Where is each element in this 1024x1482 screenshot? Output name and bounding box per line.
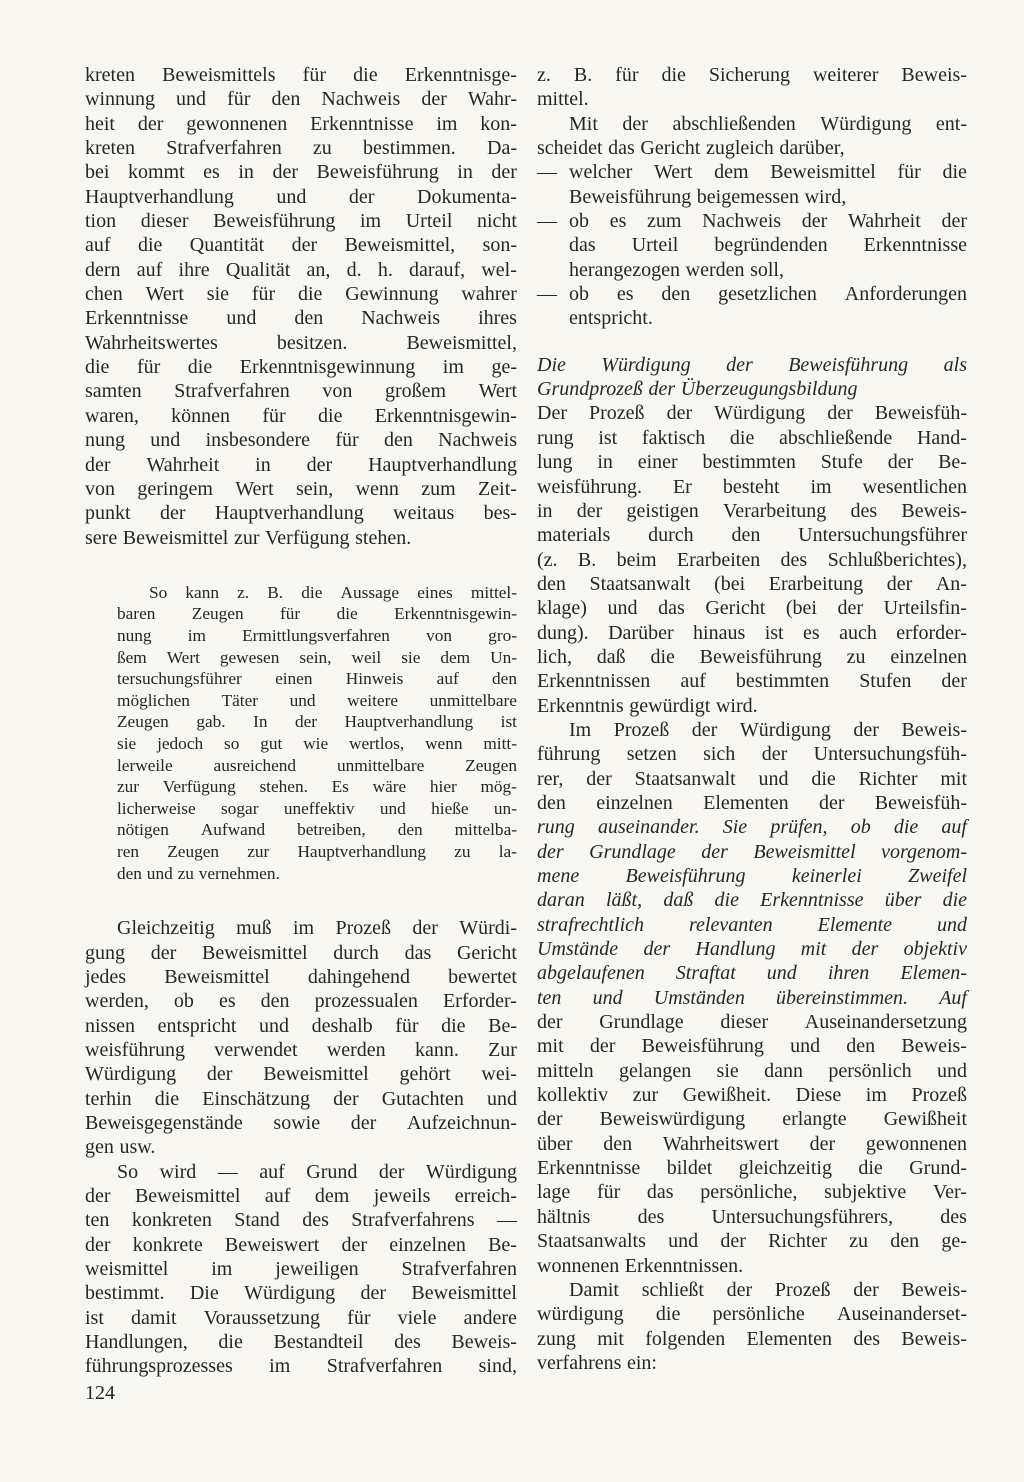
text-line: von geringem Wert sein, wenn zum Zeit- — [85, 477, 517, 500]
text-line: in der geistigen Verarbeitung des Beweis- — [537, 499, 967, 522]
text-line: Beweisgegenstände sowie der Aufzeichnun- — [85, 1111, 517, 1134]
text-line: Erkenntnisse bildet gleichzeitig die Grund- — [537, 1157, 967, 1180]
left-paragraph-1 — [85, 63, 517, 550]
text-line: ten und Umständen übereinstimmen. Auf — [537, 986, 967, 1009]
text-line: sere Beweismittel zur Verfügung stehen. — [85, 526, 412, 549]
text-line: lung in einer bestimmten Stufe der Be- — [537, 451, 967, 474]
text-line: Erkenntnisse und den Nachweis ihres — [85, 307, 517, 330]
left-column — [85, 63, 517, 1379]
text-line: kreten Strafverfahren zu bestimmen. Da- — [85, 137, 517, 160]
text-line: der konkrete Beweiswert der einzelnen Be- — [85, 1233, 517, 1256]
text-line: nung und insbesondere für den Nachweis — [85, 429, 517, 452]
text-line: punkt der Hauptverhandlung weitaus bes- — [85, 502, 517, 525]
text-line: rung auseinander. Sie prüfen, ob die auf — [537, 816, 967, 839]
text-line: Staatsanwalts und der Richter zu den ge- — [537, 1230, 967, 1253]
right-column — [537, 63, 967, 1375]
text-line: der Grundlage dieser Auseinandersetzung — [537, 1011, 967, 1034]
text-line: auf die Quantität der Beweismittel, son- — [85, 234, 517, 257]
text-line: den Staatsanwalt (bei Erarbeitung der An- — [537, 572, 967, 595]
text-line: Damit schließt der Prozeß der Beweis- — [569, 1278, 967, 1301]
text-line: weisführung. Er besteht im wesentlichen — [537, 475, 967, 498]
text-line: jedes Beweismittel dahingehend bewertet — [85, 965, 517, 988]
section-heading — [537, 353, 967, 402]
text-line: Grundprozeß der Überzeugungsbildung — [537, 378, 858, 401]
text-line: Erkenntnissen auf bestimmten Stufen der — [537, 670, 967, 693]
text-line: daran läßt, daß die Erkenntnisse über die — [537, 889, 967, 912]
text-line: rer, der Staatsanwalt und die Richter mit — [537, 767, 967, 790]
text-line: Die Würdigung der Beweisführung als — [537, 353, 967, 376]
text-line: heit der gewonnenen Erkenntnisse im kon- — [85, 112, 517, 135]
text-line: entspricht. — [569, 307, 653, 330]
text-line: lerweile ausreichend unmittelbare Zeugen — [117, 755, 517, 775]
text-line: z. B. für die Sicherung weiterer Beweis- — [537, 64, 967, 86]
text-line: lage für das persönliche, subjektive Ver- — [537, 1181, 967, 1204]
page-number: 124 — [85, 1382, 115, 1404]
left-paragraph-3 — [85, 1160, 517, 1379]
text-line: ten konkreten Stand des Strafverfahrens — — [85, 1209, 517, 1232]
text-line: nissen entspricht und deshalb für die Be- — [85, 1014, 517, 1037]
text-line: mene Beweisführung keinerlei Zweifel — [537, 865, 967, 887]
text-line: ren Zeugen zur Hauptverhandlung zu la- — [117, 842, 517, 861]
right-paragraph-3 — [537, 401, 967, 717]
text-line: winnung und für den Nachweis der Wahr- — [85, 88, 517, 111]
text-line: dern auf ihre Qualität an, d. h. darauf, wel- — [85, 258, 517, 281]
text-line: Hauptverhandlung und der Dokumenta- — [85, 185, 517, 208]
text-line: möglichen Täter und weitere unmittelbare — [117, 690, 517, 710]
text-line: hältnis des Untersuchungsführers, des — [537, 1205, 967, 1228]
text-line: der Beweiswürdigung erlangte Gewißheit — [537, 1108, 967, 1131]
text-line: über den Wahrheitswert der gewonnenen — [537, 1132, 967, 1155]
text-line: Der Prozeß der Würdigung der Beweisfüh- — [537, 402, 967, 425]
list-item — [537, 160, 967, 209]
text-line: weisführung verwendet werden kann. Zur — [85, 1038, 517, 1061]
text-line: zur Verfügung stehen. Es wäre hier mög- — [117, 777, 517, 797]
text-line: der Grundlage der Beweismittel vorgenom- — [537, 840, 967, 863]
text-line: bestimmt. Die Würdigung der Beweismittel — [85, 1282, 517, 1305]
text-line: klage) und das Gericht (bei der Urteilsfin- — [537, 597, 967, 620]
text-line: würdigung die persönliche Auseinanderset- — [537, 1303, 967, 1326]
text-line: licherweise sogar uneffektiv und hieße un- — [117, 798, 517, 818]
text-line: ßem Wert gewesen sein, weil sie dem Un- — [117, 647, 517, 667]
text-line: samten Strafverfahren von großem Wert — [85, 380, 517, 403]
text-line: bei kommt es in der Beweisführung in der — [85, 161, 517, 184]
text-line: ist damit Voraussetzung für viele andere — [85, 1306, 517, 1329]
text-line: baren Zeugen für die Erkenntnisgewin- — [117, 604, 517, 624]
text-line: den und zu vernehmen. — [117, 863, 280, 883]
text-line: kreten Beweismittels für die Erkenntnisge- — [85, 64, 517, 86]
text-line: nung im Ermittlungsverfahren von gro- — [117, 626, 517, 646]
text-line: tion dieser Beweisführung im Urteil nicht — [85, 210, 517, 233]
text-line: terhin die Einschätzung der Gutachten und — [85, 1087, 517, 1110]
text-line: So wird — auf Grund der Würdigung — [117, 1160, 517, 1183]
list-item — [537, 282, 967, 331]
text-line: lich, daß die Beweisführung zu einzelnen — [537, 645, 967, 668]
text-line: führung setzen sich der Untersuchungsfüh- — [537, 743, 967, 766]
text-line: herangezogen werden soll, — [569, 258, 784, 281]
text-line: scheidet das Gericht zugleich darüber, — [537, 137, 845, 160]
text-line: verfahrens ein: — [537, 1351, 657, 1374]
text-line: mittel. — [537, 88, 589, 111]
text-line: gen usw. — [85, 1136, 156, 1159]
text-line: materials durch den Untersuchungsführer — [537, 524, 967, 547]
text-line: Erkenntnis gewürdigt wird. — [537, 694, 758, 717]
right-paragraph-1 — [537, 63, 967, 112]
text-line: der Beweismittel auf dem jeweils erreich- — [85, 1184, 517, 1207]
text-line: nötigen Aufwand betreiben, den mittelba- — [117, 820, 517, 840]
dash-list — [537, 160, 967, 330]
text-line: Beweisführung beigemessen wird, — [569, 185, 847, 208]
right-paragraph-4 — [537, 718, 967, 1278]
text-line: die für die Erkenntnisgewinnung im ge- — [85, 356, 517, 379]
text-line: Im Prozeß der Würdigung der Beweis- — [569, 718, 967, 741]
text-line: — ob es zum Nachweis der Wahrheit der — [537, 209, 967, 233]
text-line: zung mit folgenden Elementen des Beweis- — [537, 1327, 967, 1350]
text-line: Wahrheitswertes besitzen. Beweismittel, — [85, 331, 517, 354]
text-line: — ob es den gesetzlichen Anforderungen — [537, 282, 967, 306]
text-line: — welcher Wert dem Beweismittel für die — [537, 160, 967, 184]
text-line: der Wahrheit in der Hauptverhandlung — [85, 453, 517, 476]
text-line: strafrechtlich relevanten Elemente und — [537, 913, 967, 936]
text-line: dung). Darüber hinaus ist es auch erforder- — [537, 621, 967, 644]
text-line: mit der Beweisführung und den Beweis- — [537, 1035, 967, 1058]
text-line: Mit der abschließenden Würdigung ent- — [569, 112, 967, 135]
text-line: tersuchungsführer einen Hinweis auf den — [117, 669, 517, 689]
text-line: Umstände der Handlung mit der objektiv — [537, 938, 967, 961]
text-line: (z. B. beim Erarbeiten des Schlußberichtes), — [537, 548, 967, 571]
text-line: Würdigung der Beweismittel gehört wei- — [85, 1063, 517, 1086]
text-line: So kann z. B. die Aussage eines mittel- — [149, 582, 517, 602]
text-line: abgelaufenen Straftat und ihren Elemen- — [537, 962, 967, 985]
text-line: sie jedoch so gut wie wertlos, wenn mitt- — [117, 734, 517, 754]
text-line: weismittel im jeweiligen Strafverfahren — [85, 1258, 517, 1280]
text-line: wonnenen Erkenntnissen. — [537, 1254, 744, 1277]
text-line: führungsprozesses im Strafverfahren sind, — [85, 1355, 517, 1378]
text-line: Zeugen gab. In der Hauptverhandlung ist — [117, 712, 517, 732]
right-paragraph-5 — [537, 1278, 967, 1375]
text-line: werden, ob es den prozessualen Erforder- — [85, 990, 517, 1013]
text-line: rung ist faktisch die abschließende Hand- — [537, 426, 967, 449]
right-paragraph-2 — [537, 112, 967, 161]
text-line: Handlungen, die Bestandteil des Beweis- — [85, 1331, 517, 1354]
left-paragraph-2 — [85, 916, 517, 1159]
text-line: Gleichzeitig muß im Prozeß der Würdi- — [117, 917, 517, 940]
text-line: gung der Beweismittel durch das Gericht — [85, 941, 517, 964]
text-line: den einzelnen Elementen der Beweisfüh- — [537, 791, 967, 814]
text-line: chen Wert sie für die Gewinnung wahrer — [85, 283, 517, 306]
text-line: das Urteil begründenden Erkenntnisse — [569, 234, 967, 257]
text-line: waren, können für die Erkenntnisgewin- — [85, 404, 517, 427]
text-line: kollektiv zur Gewißheit. Diese im Prozeß — [537, 1084, 967, 1107]
list-item — [537, 209, 967, 282]
example-block — [85, 582, 517, 884]
text-line: mitteln gelangen sie dann persönlich und — [537, 1059, 967, 1082]
